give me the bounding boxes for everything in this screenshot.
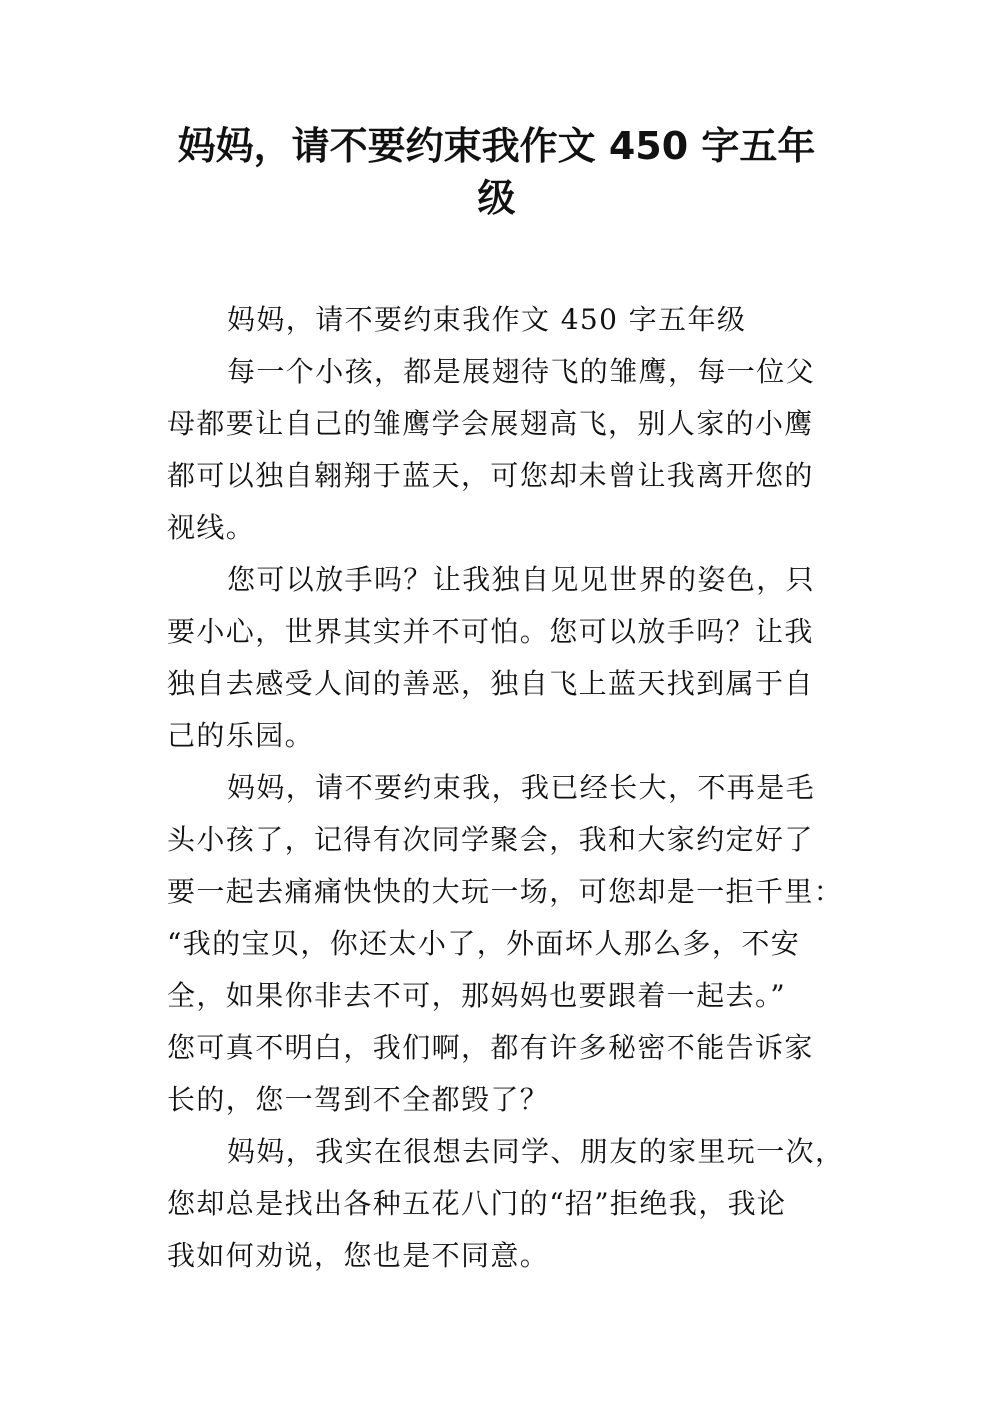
- text-line: 视线。: [167, 511, 256, 544]
- text-line: 妈妈，请不要约束我，我已经长大，不再是毛: [227, 771, 816, 804]
- text-line: 要一起去痛痛快快的大玩一场，可您却是一拒千里：: [167, 875, 844, 908]
- document-title: [0, 120, 993, 224]
- text-line: 要小心，世界其实并不可怕。您可以放手吗？让我: [167, 615, 814, 648]
- text-line: 您可以放手吗？让我独自见见世界的姿色，只: [227, 563, 816, 596]
- document-body: [167, 294, 847, 1282]
- title-line-1: 妈妈，请不要约束我作文 450 字五年: [177, 124, 816, 168]
- text-line: 妈妈，请不要约束我作文 450 字五年级: [227, 303, 747, 336]
- text-line: 母都要让自己的雏鹰学会展翅高飞，别人家的小鹰: [167, 407, 814, 440]
- text-line: 每一个小孩，都是展翅待飞的雏鹰，每一位父: [227, 355, 816, 388]
- text-line: 您却总是找出各种五花八门的“招”拒绝我，我论: [167, 1187, 787, 1220]
- text-line: “我的宝贝，你还太小了，外面坏人那么多，不安: [167, 927, 801, 960]
- text-line: 头小孩了，记得有次同学聚会，我和大家约定好了: [167, 823, 814, 856]
- text-line: 都可以独自翱翔于蓝天，可您却未曾让我离开您的: [167, 459, 814, 492]
- text-line: 我如何劝说，您也是不同意。: [167, 1239, 550, 1272]
- title-line-2: 级: [477, 176, 516, 220]
- text-line: 妈妈，我实在很想去同学、朋友的家里玩一次，: [227, 1135, 845, 1168]
- text-line: 己的乐园。: [167, 719, 315, 752]
- text-line: 独自去感受人间的善恶，独自飞上蓝天找到属于自: [167, 667, 814, 700]
- text-line: 长的，您一驾到不全都毁了？: [167, 1083, 550, 1116]
- text-line: 您可真不明白，我们啊，都有许多秘密不能告诉家: [167, 1031, 814, 1064]
- text-line: 全，如果你非去不可，那妈妈也要跟着一起去。”: [167, 979, 787, 1012]
